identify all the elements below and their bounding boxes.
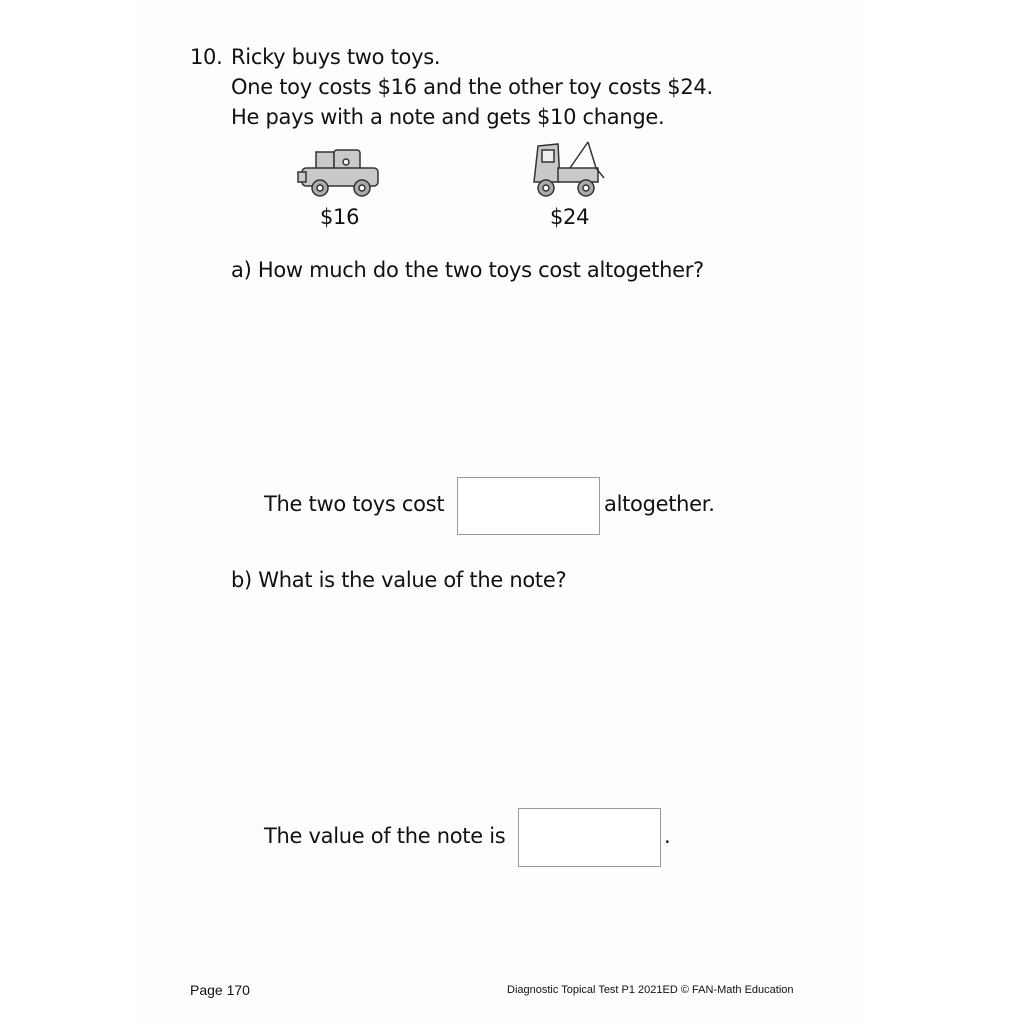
part-b-sentence-start: The value of the note is	[264, 824, 506, 848]
part-a-question: a) How much do the two toys cost altogether?	[231, 258, 704, 282]
part-a-sentence-start: The two toys cost	[264, 492, 445, 516]
part-a-sentence-end: altogether.	[604, 492, 715, 516]
part-a-answer-box[interactable]	[457, 477, 600, 535]
page-number: Page 170	[190, 982, 250, 998]
footer-source: Diagnostic Topical Test P1 2021ED © FAN-Math Education	[507, 984, 794, 996]
question-line-3: He pays with a note and gets $10 change.	[231, 105, 665, 129]
toy-price-2: $24	[550, 205, 590, 229]
question-number: 10.	[190, 45, 223, 69]
part-b-sentence-end: .	[664, 824, 671, 848]
part-b-question: b) What is the value of the note?	[231, 568, 567, 592]
question-line-1: Ricky buys two toys.	[231, 45, 441, 69]
question-line-2: One toy costs $16 and the other toy costs $24.	[231, 75, 713, 99]
toy-price-1: $16	[320, 205, 360, 229]
tow-truck-icon	[528, 138, 610, 200]
part-b-answer-box[interactable]	[518, 808, 661, 867]
car-icon	[296, 146, 384, 198]
